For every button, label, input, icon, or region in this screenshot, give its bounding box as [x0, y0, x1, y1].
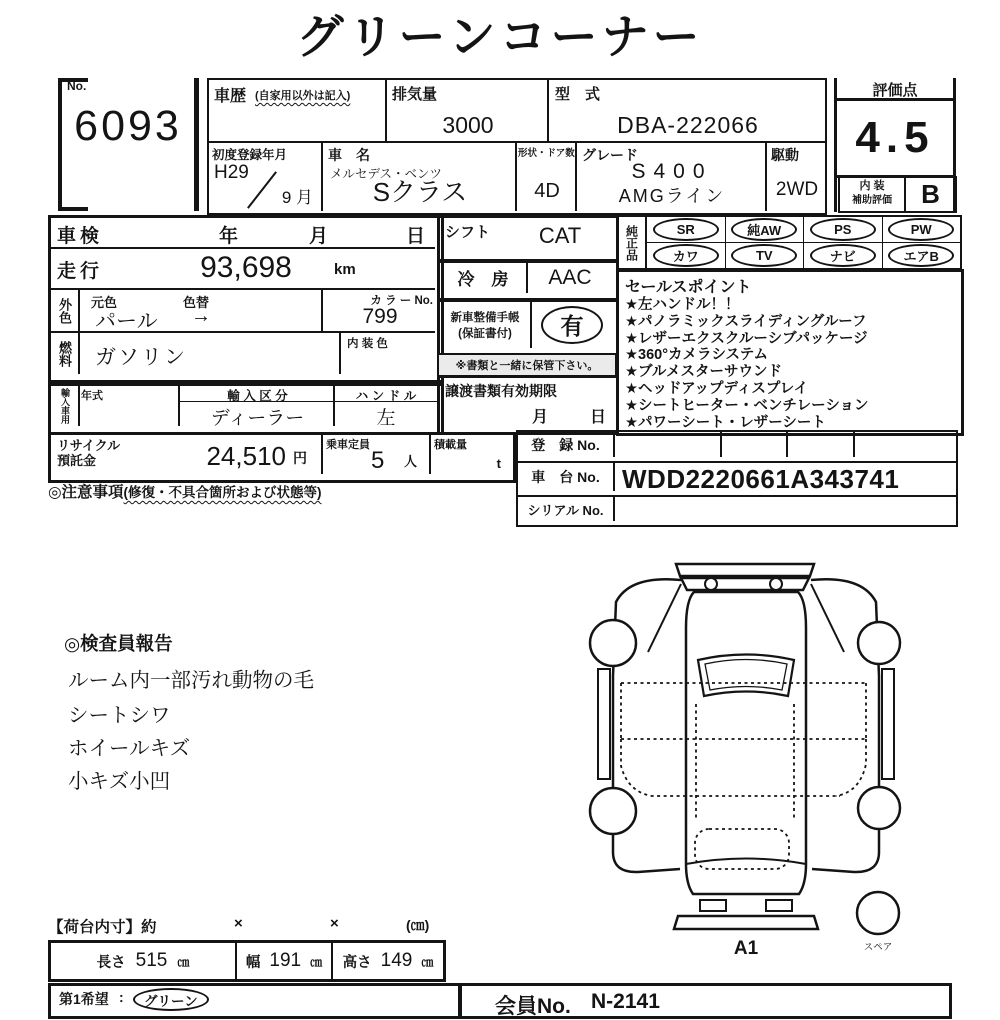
car-body-outline	[686, 592, 806, 894]
interior-color-label: 内 装 色	[347, 338, 388, 350]
registration-no-label: 登 録 No.	[518, 432, 615, 457]
capacity-unit: 人	[403, 454, 417, 469]
rear-detail-circle	[705, 578, 717, 590]
first-choice-label: 第1希望	[59, 991, 109, 1007]
length-unit: ㎝	[177, 954, 190, 969]
fuel-value: ガソリン	[95, 346, 187, 369]
options-row-2	[647, 242, 960, 268]
mileage-label: 走行	[57, 261, 104, 282]
width-unit: ㎝	[310, 954, 323, 969]
vehicle-header-grid	[207, 78, 827, 215]
member-no-label: 会員No.	[495, 995, 571, 1018]
mileage-value: 93,698	[200, 251, 292, 284]
shaken-year: 年	[219, 226, 239, 247]
inspector-report-title: ◎検査員報告	[64, 633, 173, 654]
caution-prefix: ◎注意事項	[48, 484, 124, 501]
factory-options-grid	[616, 215, 962, 270]
displacement-value: 3000	[442, 112, 494, 138]
factory-options-cells	[647, 217, 960, 268]
service-book-value: 有	[541, 306, 603, 344]
cargo-dimensions-box	[48, 940, 446, 982]
option-cell	[647, 243, 725, 268]
option-airbag-badge: エアB	[888, 244, 954, 267]
capacity-cell	[321, 435, 431, 474]
service-book-label-cell	[440, 301, 530, 348]
interior-grade-value: B	[904, 176, 957, 213]
handle-cell	[333, 386, 437, 429]
shift-label: シフト	[445, 224, 491, 241]
model-code-cell	[547, 80, 827, 141]
ac-label: 冷 房	[457, 270, 509, 289]
car-name-cell	[321, 141, 517, 211]
damage-mark-label: A1	[733, 938, 759, 959]
interior-grade-label-line2: 補助評価	[852, 195, 892, 206]
capacity-label: 乗車定員	[326, 439, 370, 451]
interior-grade-label-box	[838, 176, 906, 213]
sales-point-item: ★レザーエクスクルーシブパッケージ	[625, 330, 868, 347]
lot-number-value: 6093	[74, 102, 182, 150]
bracket-stub-bottom	[62, 207, 88, 211]
options-row-1	[647, 217, 960, 242]
keep-note: ※書類と一緒に保管下さい。	[437, 353, 617, 377]
inspector-report	[64, 630, 424, 793]
fuel-label-cell	[51, 333, 80, 374]
right-side-panel	[811, 579, 879, 872]
option-cell	[882, 217, 961, 242]
front-bumper	[674, 916, 818, 929]
doors-label: 形状・ドア数	[518, 148, 575, 159]
dashed-front-window	[695, 829, 789, 869]
recycle-label-line2: 預託金	[57, 453, 97, 468]
recycle-unit: 円	[293, 450, 307, 466]
option-tv-badge: TV	[731, 244, 797, 267]
report-item: ホイールキズ	[68, 737, 191, 760]
height-cell	[331, 943, 443, 979]
shaken-row	[51, 218, 435, 249]
repaint-value: →	[191, 305, 211, 327]
doors-cell	[515, 141, 577, 211]
recycle-label-line1: リサイクル	[57, 438, 121, 453]
option-cell	[803, 217, 882, 242]
width-label: 幅	[245, 954, 261, 971]
import-label: 輸入車用	[60, 388, 70, 424]
page-title: グリーンコーナー	[296, 10, 704, 63]
score-value: 4.5	[837, 98, 953, 178]
first-registration-month: 9 月	[281, 188, 313, 207]
member-no-value: N-2141	[591, 990, 660, 1013]
front-lamp-right	[766, 900, 792, 911]
load-cell	[429, 435, 509, 474]
fuel-row	[51, 333, 435, 374]
sales-point-item: ★ヘッドアップディスプレイ	[625, 380, 809, 397]
import-type-value: ディーラー	[210, 408, 305, 429]
right-front-wheel	[858, 622, 900, 664]
model-code-label: 型 式	[555, 86, 601, 103]
option-ps-badge: PS	[810, 218, 876, 241]
factory-options-label: 純正品	[624, 224, 639, 261]
registration-no-row	[516, 430, 958, 463]
fuel-label: 燃料	[57, 340, 72, 367]
length-label: 長さ	[96, 954, 126, 971]
serial-no-row	[516, 495, 958, 527]
transfer-month: 月	[532, 409, 549, 426]
caution-line	[48, 480, 322, 502]
dashed-lower-line	[621, 739, 866, 796]
first-choice-value: グリーン	[133, 988, 209, 1011]
ac-box	[437, 259, 619, 302]
option-leather-badge: カワ	[653, 244, 719, 267]
option-sr-badge: SR	[653, 218, 719, 241]
cell-divider	[853, 432, 855, 457]
first-registration-era: H29	[214, 162, 249, 183]
drive-label: 駆動	[771, 147, 799, 163]
import-type-label: 輸 入 区 分	[180, 386, 335, 402]
cargo-times-1: ×	[234, 915, 243, 932]
option-aw-badge: 純AW	[731, 218, 797, 241]
drive-value: 2WD	[775, 179, 819, 200]
service-book-label-line2: (保証書付)	[458, 328, 512, 340]
service-book-value-cell	[530, 301, 612, 348]
width-value: 191	[269, 950, 302, 971]
right-rear-wheel	[858, 787, 900, 829]
color-no-label: カ ラ ー No.	[370, 295, 433, 307]
score-box	[834, 78, 956, 212]
sales-point-item: ★パノラミックスライディングルーフ	[625, 313, 867, 330]
cargo-times-2: ×	[330, 915, 339, 932]
import-type-cell	[178, 386, 335, 429]
height-label: 高さ	[342, 954, 372, 971]
model-year-label: 年式	[81, 390, 103, 402]
capacity-value: 5	[371, 447, 385, 474]
handle-label: ハ ン ド ル	[335, 386, 437, 402]
color-no-cell	[321, 290, 437, 331]
spare-tire-label: スペア	[863, 942, 893, 953]
exterior-color-row	[51, 290, 435, 333]
sales-point-item: ★パワーシート・レザーシート	[625, 414, 826, 431]
length-value: 515	[135, 950, 168, 971]
sales-points-list	[625, 297, 961, 431]
displacement-cell	[385, 80, 549, 141]
option-cell	[803, 243, 882, 268]
lot-number-box	[58, 78, 194, 211]
vertical-divider	[194, 78, 199, 211]
first-choice-colon: :	[119, 989, 124, 1005]
exterior-color-label: 外色	[57, 297, 72, 324]
recycle-value: 24,510	[206, 441, 286, 471]
sales-point-item: ★ブルメスターサウンド	[625, 364, 782, 381]
base-color-value: パール	[95, 310, 158, 333]
color-no-value: 799	[362, 305, 398, 328]
height-unit: ㎝	[421, 954, 434, 969]
ac-value: AAC	[526, 262, 612, 293]
load-label: 積載量	[434, 439, 467, 451]
load-unit: t	[496, 456, 501, 471]
exterior-color-label-cell	[51, 290, 80, 331]
first-registration-cell	[209, 141, 321, 211]
left-rocker-panel	[598, 669, 610, 779]
left-front-wheel	[590, 620, 636, 666]
base-color-label: 元色	[91, 295, 118, 310]
option-navi-badge: ナビ	[810, 244, 876, 267]
option-cell	[647, 217, 725, 242]
sales-point-item: ★シートヒーター・ベンチレーション	[625, 397, 869, 414]
grade-line1: S400	[631, 160, 713, 183]
sales-points-box	[616, 269, 964, 436]
spare-tire-circle	[857, 892, 899, 934]
option-pw-badge: PW	[888, 218, 954, 241]
history-label: 車歴	[214, 88, 247, 105]
transfer-day: 日	[590, 409, 607, 426]
car-name-label: 車 名	[328, 147, 370, 163]
shaken-month: 月	[309, 226, 329, 247]
height-value: 149	[380, 950, 413, 971]
car-damage-diagram	[568, 556, 960, 964]
caution-note: (修復・不具合箇所および状態等)	[123, 485, 322, 500]
report-item: ルーム内一部汚れ動物の毛	[68, 669, 314, 692]
rear-bumper	[676, 564, 814, 576]
history-cell	[209, 80, 385, 141]
rear-window-inner	[705, 660, 787, 691]
sales-point-item: ★360°カメラシステム	[625, 347, 769, 364]
model-code-value: DBA-222066	[617, 112, 759, 138]
import-label-cell	[51, 386, 80, 426]
vehicle-detail-block	[48, 215, 444, 383]
registration-block	[516, 430, 958, 527]
service-book-box	[437, 298, 619, 357]
width-cell	[235, 943, 331, 979]
import-block	[48, 383, 444, 435]
doors-value: 4D	[534, 180, 560, 202]
first-choice-box	[48, 983, 462, 1019]
front-lamp-left	[700, 900, 726, 911]
transfer-docs-label: 譲渡書類有効期限	[445, 383, 557, 399]
service-book-label-line1: 新車整備手帳	[450, 312, 520, 324]
car-model: Sクラス	[372, 177, 468, 207]
first-registration-label: 初度登録年月	[212, 148, 288, 162]
mileage-row	[51, 249, 435, 290]
recycle-block	[48, 432, 516, 483]
serial-no-label: シリアル No.	[518, 497, 615, 521]
factory-options-label-cell	[618, 217, 647, 268]
cell-divider	[786, 432, 788, 457]
repaint-label: 色替	[183, 295, 210, 310]
option-cell	[725, 243, 804, 268]
right-a-pillar-line	[811, 584, 844, 652]
left-a-pillar-line	[648, 584, 681, 652]
recycle-cell	[51, 435, 321, 474]
grade-line2: AMGライン	[618, 186, 726, 206]
rear-detail-circle	[770, 578, 782, 590]
interior-grade-label-line1: 内 装	[859, 180, 885, 192]
model-year-cell	[78, 386, 178, 426]
member-no-box	[458, 983, 952, 1019]
score-label: 評価点	[872, 82, 918, 99]
chassis-no-row	[516, 461, 958, 497]
history-note: (自家用以外は記入)	[255, 90, 351, 102]
report-item: シートシワ	[68, 704, 171, 727]
grade-cell	[575, 141, 767, 211]
shaken-day: 日	[406, 226, 426, 247]
grade-label: グレード	[582, 147, 638, 163]
right-rocker-panel	[882, 669, 894, 779]
interior-color-cell	[339, 333, 437, 374]
lot-number-label: No.	[67, 79, 87, 93]
transfer-docs-box	[437, 375, 619, 435]
left-rear-wheel	[590, 788, 636, 834]
shift-box	[437, 215, 619, 263]
cargo-header-label: 【荷台内寸】約	[48, 919, 157, 936]
car-maker: メルセデス・ベンツ	[330, 167, 443, 181]
option-cell	[882, 243, 961, 268]
option-cell	[725, 217, 804, 242]
sales-points-title: セールスポイント	[625, 279, 752, 296]
handle-value: 左	[376, 408, 396, 429]
cell-divider	[720, 432, 722, 457]
sales-point-item: ★左ハンドル！！	[625, 297, 740, 313]
report-item: 小キズ小凹	[68, 770, 171, 793]
length-cell	[51, 943, 235, 979]
displacement-label: 排気量	[392, 86, 438, 103]
diagonal-slash	[247, 171, 277, 208]
cargo-unit-note: (㎝)	[406, 917, 430, 933]
cargo-header-line	[48, 915, 448, 937]
shaken-label: 車検	[57, 226, 104, 247]
chassis-no-value: WDD2220661A343741	[622, 464, 900, 494]
shift-value: CAT	[538, 223, 582, 248]
mileage-unit: km	[334, 261, 356, 278]
drive-cell	[765, 141, 827, 211]
dashed-cabin-sides	[696, 704, 794, 821]
rear-bumper-lower	[681, 578, 809, 590]
chassis-no-label: 車 台 No.	[518, 463, 615, 491]
